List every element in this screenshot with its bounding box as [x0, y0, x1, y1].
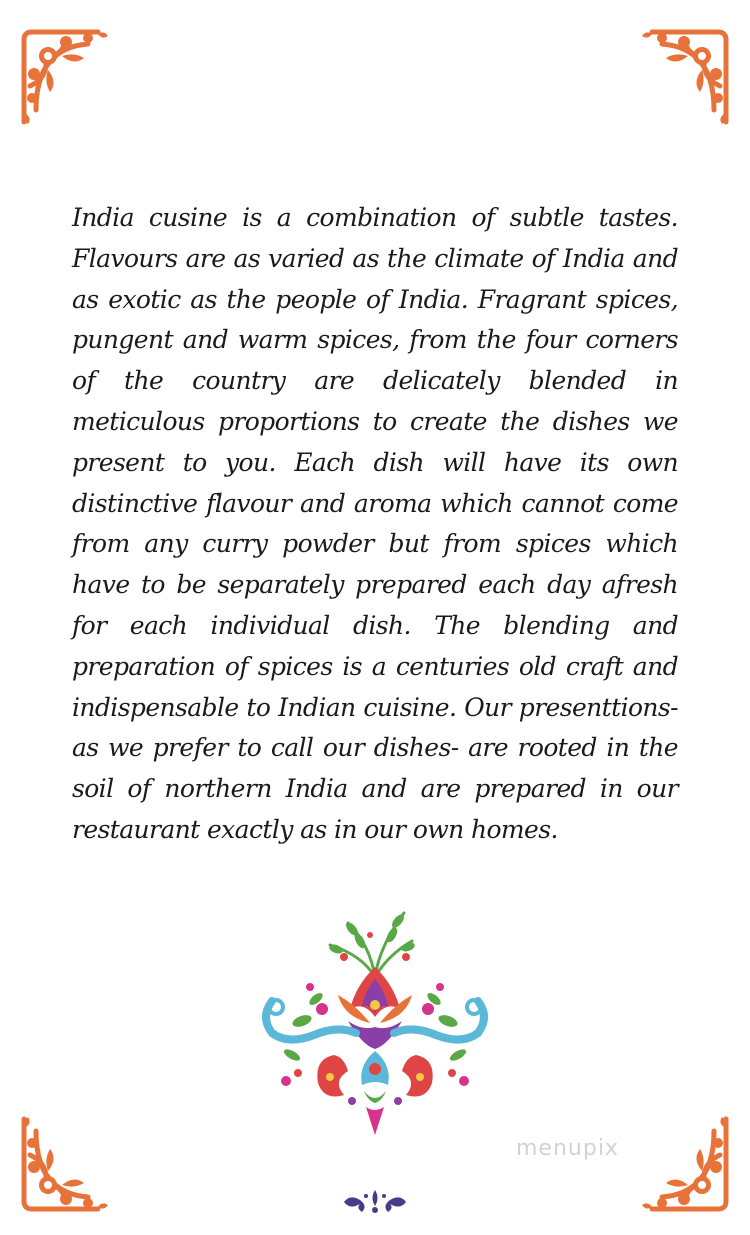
paisley-corner-icon — [18, 1115, 108, 1215]
small-floral-ornament-icon — [340, 1186, 410, 1216]
intro-paragraph: India cusine is a combination of subtle tastes. Flavours are as varied as the climate of India and as exotic as the people of India. Fragrant spices, pungent and warm spices, from the four corners of the country are delicately blended in meticulous proportions to create the dishes we present to you. Each dish will have its own distinctive flavour and aroma which cannot come from any curry powder but from spices which have to be separately prepared each day afresh for each individual dish. The blending and preparation of spices is a centuries old craft and indispensable to Indian cuisine. Our presenttions- as we prefer to call our dishes- are rooted in the soil of northern India and are prepared in our restaurant exactly as in our own homes. — [72, 203, 678, 844]
corner-ornament-top-right — [642, 26, 732, 126]
paisley-corner-icon — [642, 26, 732, 126]
paisley-corner-icon — [18, 26, 108, 126]
floral-motif-icon — [252, 905, 498, 1137]
corner-ornament-top-left — [18, 26, 108, 126]
floral-motif — [252, 905, 498, 1137]
menupix-watermark: menupix — [516, 1136, 619, 1161]
bottom-ornament — [340, 1186, 410, 1216]
corner-ornament-bottom-left — [18, 1115, 108, 1215]
corner-ornament-bottom-right — [642, 1115, 732, 1215]
paisley-corner-icon — [642, 1115, 732, 1215]
